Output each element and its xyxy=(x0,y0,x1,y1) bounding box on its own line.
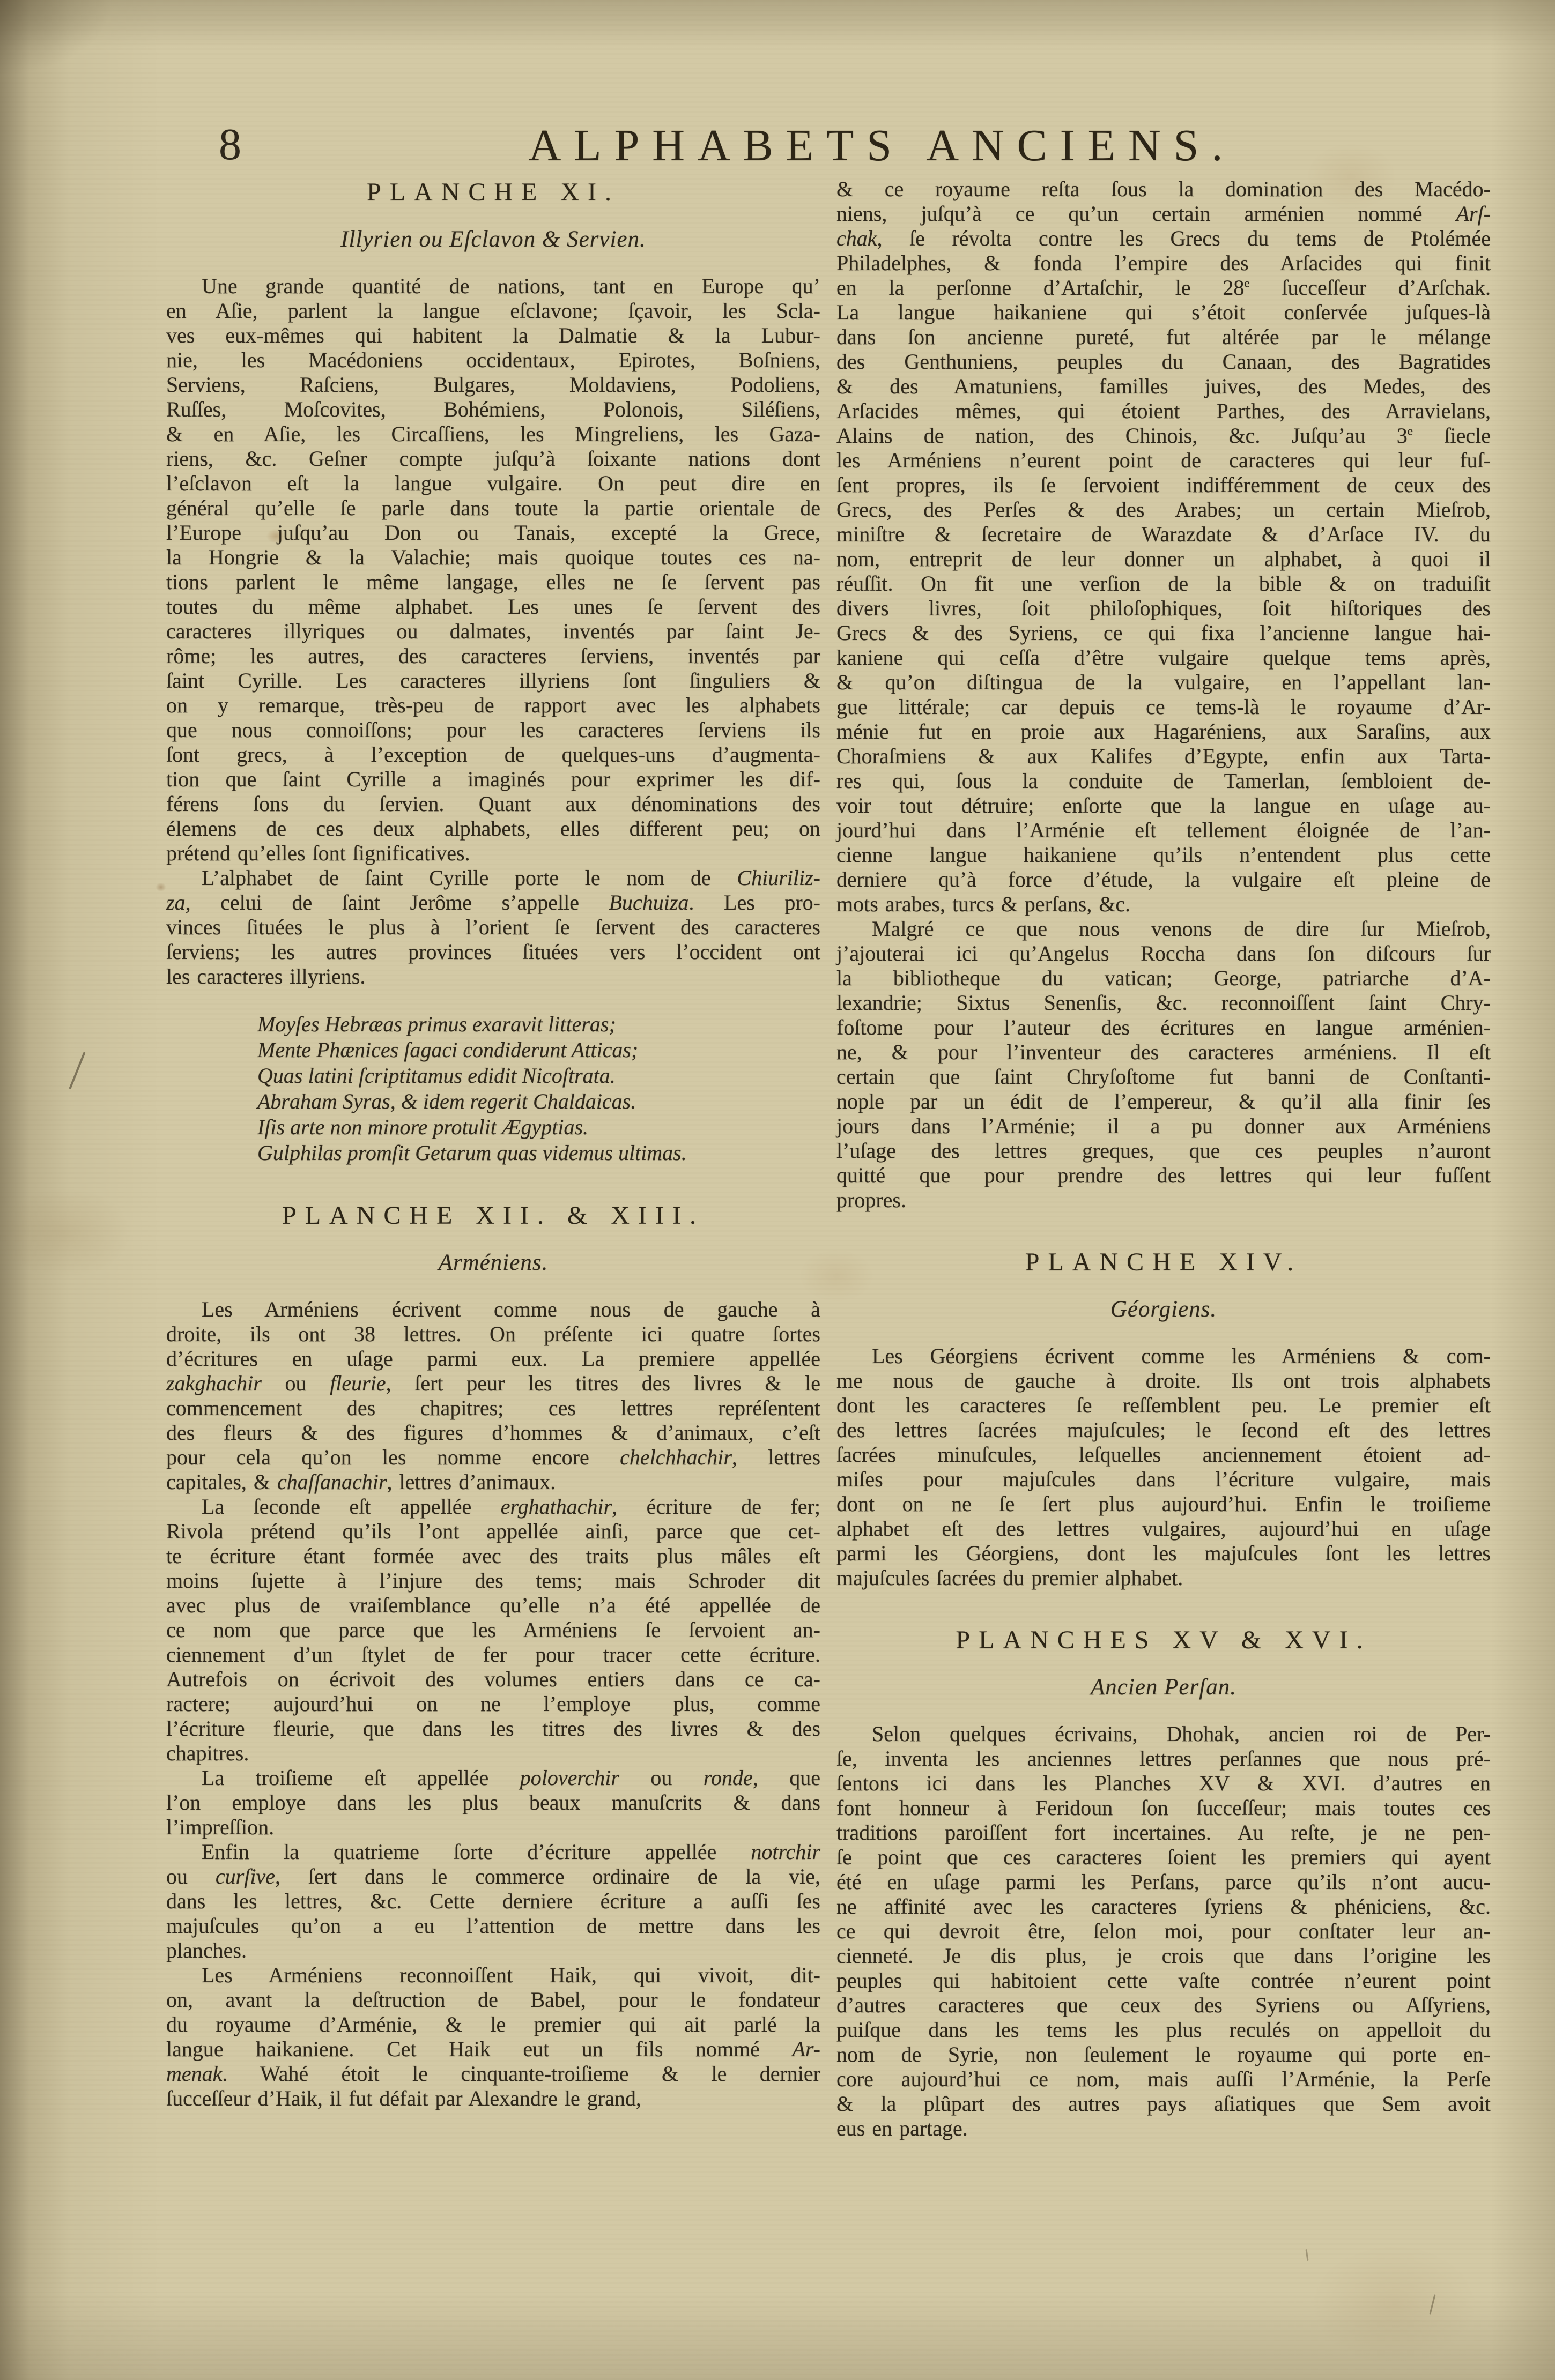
text-line: Iſis arte non minore protulit Ægyptias. xyxy=(257,1115,589,1140)
text-line: que nous connoiſſons; pour les caracteres ſerviens ils xyxy=(166,718,820,742)
text-line: Serviens, Raſciens, Bulgares, Moldaviens, Podoliens, xyxy=(166,373,820,397)
text-line: ſerviens; les autres provinces ſituées vers l’occident ont xyxy=(166,940,820,964)
text-line: ſe point que ces caracteres ſoient les premiers qui ayent xyxy=(836,1845,1491,1870)
text-columns xyxy=(166,177,1491,2141)
text-line: nople par un édit de l’empereur, & qu’il alla finir ſes xyxy=(836,1089,1491,1113)
handwritten-margin-mark xyxy=(69,1052,85,1089)
text-line: ou curſive, ſert dans le commerce ordinaire de la vie, xyxy=(166,1864,820,1889)
text-line: divers livres, ſoit philoſophiques, ſoit hiſtoriques des xyxy=(836,596,1491,620)
text-line: Choraſmiens & aux Kalifes d’Egypte, enfin aux Tarta- xyxy=(836,744,1491,768)
text-line: été en uſage parmi les Perſans, parce qu’ils n’ont aucu- xyxy=(836,1870,1491,1894)
paragraph xyxy=(836,177,1491,917)
text-line: j’ajouterai ici qu’Angelus Roccha dans ſon diſcours ſur xyxy=(836,941,1491,965)
text-line: les Arméniens n’eurent point de caracteres qui leur fuſ- xyxy=(836,448,1491,472)
text-line: Grecs, des Perſes & des Arabes; un certain Mieſrob, xyxy=(836,497,1491,522)
text-line: Abraham Syras, & idem regerit Chaldaicas. xyxy=(257,1089,636,1114)
text-line: réuſſit. On fit une verſion de la bible & on traduiſit xyxy=(836,571,1491,596)
text-line: Arſacides mêmes, qui étoient Parthes, des Arravielans, xyxy=(836,399,1491,423)
text-line: parmi les Géorgiens, dont les majuſcules ſont les lettres xyxy=(836,1541,1491,1566)
text-line: ne, & pour l’inventeur des caracteres arméniens. Il eſt xyxy=(836,1040,1491,1064)
text-line: la bibliotheque du vatican; George, patriarche d’A- xyxy=(836,966,1491,990)
text-line: dont les caracteres ſe reſſemblent peu. Le premier eſt xyxy=(836,1393,1491,1418)
text-line: kaniene qui ceſſa d’être vulgaire quelque tems après, xyxy=(836,645,1491,670)
text-line: l’impreſſion. xyxy=(166,1815,275,1840)
text-line: Gulphilas promſit Getarum quas videmus ultimas. xyxy=(257,1141,687,1165)
text-line: tions parlent le même langage, elles ne ſe ſervent pas xyxy=(166,570,820,594)
text-line: prétend qu’elles ſont ſignificatives. xyxy=(166,841,470,866)
verse-block xyxy=(257,1011,820,1166)
text-line: & ce royaume reſta ſous la domination des Macédo- xyxy=(836,177,1491,201)
text-line: & des Amatuniens, familles juives, des Medes, des xyxy=(836,374,1491,398)
text-line: général qu’elle ſe parle dans toute la partie orientale de xyxy=(166,496,820,520)
text-line: Moyſes Hebræas primus exaravit litteras; xyxy=(257,1012,616,1037)
text-line: l’eſclavon eſt la langue vulgaire. On peut dire en xyxy=(166,471,820,496)
right-column xyxy=(836,177,1491,2141)
text-line: l’on employe dans les plus beaux manuſcrits & dans xyxy=(166,1790,820,1815)
text-line: ractere; aujourd’hui on ne l’employe plus, comme xyxy=(166,1692,820,1716)
text-line: za, celui de ſaint Jerôme s’appelle Buchuiza. Les pro- xyxy=(166,890,820,915)
paragraph xyxy=(166,1840,820,1963)
text-line: La troiſieme eſt appellée poloverchir ou ronde, que xyxy=(202,1766,820,1790)
page-title: ALPHABETS ANCIENS. xyxy=(528,121,1236,170)
text-line: Alains de nation, des Chinois, &c. Juſqu’au 3e ſiecle xyxy=(836,423,1491,448)
text-line: Philadelphes, & fonda l’empire des Arſacides qui finit xyxy=(836,251,1491,275)
page-number: 8 xyxy=(219,120,241,169)
paragraph xyxy=(166,1963,820,2111)
text-line: ménie fut en proie aux Hagaréniens, aux Saraſins, aux xyxy=(836,719,1491,743)
text-line: mots arabes, turcs & perſans, &c. xyxy=(836,892,1131,916)
text-line: en la perſonne d’Artaſchir, le 28e ſucceſſeur d’Arſchak. xyxy=(836,276,1491,300)
section-subheading: Illyrien ou Eſclavon & Servien. xyxy=(340,226,646,252)
text-line: rôme; les autres, des caracteres ſerviens, inventés par xyxy=(166,644,820,668)
text-line: moins ſujette à l’injure des tems; mais Schroder dit xyxy=(166,1568,820,1593)
text-line: pour cela qu’on les nomme encore chelchhachir, lettres xyxy=(166,1445,821,1470)
text-line: nom, entreprit de leur donner un alphabet, à quoi il xyxy=(836,547,1491,571)
text-line: toutes du même alphabet. Les unes ſe ſervent des xyxy=(166,594,820,619)
text-line: dans ſon ancienne pureté, fut altérée par le mélange xyxy=(836,325,1491,349)
text-line: nom de Syrie, non ſeulement le royaume qui porte en- xyxy=(836,2042,1491,2067)
text-line: vinces ſituées le plus à l’orient ſe ſervent des caracteres xyxy=(166,915,820,940)
paragraph xyxy=(166,1494,820,1766)
text-line: Ruſſes, Moſcovites, Bohémiens, Polonois, Siléſiens, xyxy=(166,397,820,422)
text-line: on, avant la deſtruction de Babel, pour le fondateur xyxy=(166,1988,820,2012)
text-line: l’uſage des lettres greques, que ces peuples n’auront xyxy=(836,1139,1491,1163)
paragraph xyxy=(836,1344,1491,1590)
text-line: foſtome pour l’auteur des écritures en langue arménien- xyxy=(836,1015,1491,1039)
text-line: l’écriture fleurie, que dans les titres des livres & des xyxy=(166,1716,820,1741)
text-line: res qui, ſous la conduite de Tamerlan, ſembloient de- xyxy=(836,769,1491,793)
text-line: jours dans l’Arménie; il a pu donner aux Arméniens xyxy=(836,1114,1491,1138)
text-line: L’alphabet de ſaint Cyrille porte le nom de Chiuriliz- xyxy=(202,866,820,890)
text-line: ce qui devroit être, ſelon moi, pour conſtater leur an- xyxy=(836,1919,1491,1944)
paragraph xyxy=(166,1297,820,1494)
text-line: alphabet eſt des lettres vulgaires, aujourd’hui en uſage xyxy=(836,1516,1491,1541)
text-line: ſaint Cyrille. Les caracteres illyriens ſont ſinguliers & xyxy=(166,668,820,693)
text-line: & en Aſie, les Circaſſiens, les Mingreliens, les Gaza- xyxy=(166,422,820,447)
text-line: core aujourd’hui ce nom, mais auſſi l’Arménie, la Perſe xyxy=(836,2067,1491,2092)
section-subheading: Géorgiens. xyxy=(1110,1296,1217,1322)
text-line: majuſcules ſacrées du premier alphabet. xyxy=(836,1566,1183,1590)
text-line: nie, les Macédoniens occidentaux, Epirotes, Boſniens, xyxy=(166,348,820,373)
text-line: ſentons ici dans les Planches XV & XVI. d’autres en xyxy=(836,1771,1491,1796)
text-line: ce nom que parce que les Arméniens ſe ſervoient an- xyxy=(166,1618,820,1642)
text-line: du royaume d’Arménie, & le premier qui ait parlé la xyxy=(166,2012,820,2037)
section-subheading: Arméniens. xyxy=(438,1250,549,1275)
text-line: ſucceſſeur d’Haik, il fut défait par Alexandre le grand, xyxy=(166,2086,641,2111)
text-line: des Genthuniens, peuples du Canaan, des Bagratides xyxy=(836,349,1491,374)
text-line: langue haikaniene. Cet Haik eut un fils nommé Ar- xyxy=(166,2037,820,2062)
text-line: droite, ils ont 38 lettres. On préſente ici quatre ſortes xyxy=(166,1322,820,1347)
text-line: quitté que pour prendre des lettres qui leur fuſſent xyxy=(836,1163,1491,1187)
text-line: lexandrie; Sixtus Senenſis, &c. reconnoiſſent ſaint Chry- xyxy=(836,991,1491,1015)
text-line: d’autres caracteres que ceux des Syriens ou Aſſyriens, xyxy=(836,1993,1491,2018)
text-line: Malgré ce que nous venons de dire ſur Mieſrob, xyxy=(872,917,1491,941)
text-line: riens, &c. Geſner compte juſqu’à ſoixante nations dont xyxy=(166,447,820,471)
text-line: Les Arméniens écrivent comme nous de gauche à xyxy=(202,1297,820,1322)
text-line: Quas latini ſcriptitamus edidit Nicoſtrata. xyxy=(257,1063,616,1088)
text-line: en Aſie, parlent la langue eſclavone; ſçavoir, les Scla- xyxy=(166,299,820,323)
text-line: jourd’hui dans l’Arménie eſt tellement éloignée de l’an- xyxy=(836,818,1491,842)
paragraph xyxy=(166,274,820,866)
text-line: Une grande quantité de nations, tant en Europe qu’ xyxy=(202,274,820,299)
text-line: zakghachir ou fleurie, ſert peur les titres des livres & le xyxy=(166,1371,820,1396)
text-line: on y remarque, très-peu de rapport avec les alphabets xyxy=(166,693,820,718)
text-line: font honneur à Feridoun ſon ſucceſſeur; mais toutes ces xyxy=(836,1796,1491,1820)
text-line: ciennement d’un ſtylet de fer pour tracer cette écriture. xyxy=(166,1642,820,1667)
text-line: certain que ſaint Chryſoſtome fut banni de Conſtanti- xyxy=(836,1065,1491,1089)
text-line: cienne langue haikaniene qu’ils n’entendent plus cette xyxy=(836,843,1491,867)
paragraph xyxy=(166,1766,820,1840)
text-line: Enfin la quatrieme ſorte d’écriture appellée notrchir xyxy=(202,1840,820,1864)
text-line: La langue haikaniene qui s’étoit conſervée juſques-là xyxy=(836,300,1491,324)
text-line: dont on ne ſe ſert plus aujourd’hui. Enfin le troiſieme xyxy=(836,1492,1491,1516)
text-line: & qu’on diſtingua de la vulgaire, en l’appellant lan- xyxy=(836,670,1491,694)
text-line: commencement des chapitres; ces lettres repréſentent xyxy=(166,1396,820,1420)
text-line: gue littérale; car depuis ce tems-là le royaume d’Ar- xyxy=(836,695,1491,719)
text-line: me nous de gauche à droite. Ils ont trois alphabets xyxy=(836,1368,1491,1393)
text-line: puiſque dans les tems les plus reculés on appelloit du xyxy=(836,2018,1491,2042)
text-line: des fleurs & des figures d’hommes & d’animaux, c’eſt xyxy=(166,1420,820,1445)
text-line: des lettres ſacrées majuſcules; le ſecond eſt des lettres xyxy=(836,1418,1491,1442)
text-line: avec plus de vraiſemblance qu’elle n’a été appellée de xyxy=(166,1593,820,1618)
section-heading: PLANCHE XII. & XIII. xyxy=(282,1201,705,1230)
text-line: & la plûpart des autres pays aſiatiques que Sem avoit xyxy=(836,2092,1491,2116)
text-line: tion que ſaint Cyrille a imaginés pour exprimer les dif- xyxy=(166,767,820,792)
text-line: Rivola prétend qu’ils l’ont appellée ainſi, parce que cet- xyxy=(166,1519,820,1544)
text-line: capitales, & chaſſanachir, lettres d’animaux. xyxy=(166,1470,556,1494)
paragraph xyxy=(166,866,820,989)
left-column xyxy=(166,177,820,2141)
text-line: ſe, inventa les anciennes lettres perſannes que nous pré- xyxy=(836,1746,1491,1771)
text-line: traditions paroiſſent fort incertaines. Au reſte, je ne pen- xyxy=(836,1820,1491,1845)
text-line: ſacrées minuſcules, leſquelles anciennement étoient ad- xyxy=(836,1442,1491,1467)
section-heading: PLANCHES XV & XVI. xyxy=(956,1626,1372,1655)
text-line: eus en partage. xyxy=(836,2116,968,2141)
text-line: chapitres. xyxy=(166,1741,249,1766)
text-line: caracteres illyriques ou dalmates, inventés par ſaint Je- xyxy=(166,619,820,644)
text-line: élemens de ces deux alphabets, elles different peu; on xyxy=(166,816,820,841)
text-line: cienneté. Je dis plus, je crois que dans l’origine les xyxy=(836,1944,1491,1968)
text-line: l’Europe juſqu’au Don ou Tanais, excepté la Grece, xyxy=(166,520,820,545)
text-line: miſes pour majuſcules dans l’écriture vulgaire, mais xyxy=(836,1467,1491,1492)
text-line: propres. xyxy=(836,1188,906,1212)
text-line: ſont grecs, à l’exception de quelques-uns d’augmenta- xyxy=(166,742,820,767)
text-line: la Hongrie & la Valachie; mais quoique toutes ces na- xyxy=(166,545,820,570)
paper-fiber-mark xyxy=(1305,2249,1308,2261)
text-line: Autrefois on écrivoit des volumes entiers dans ce ca- xyxy=(166,1667,820,1692)
paper-fiber-mark xyxy=(1429,2294,1435,2315)
text-line: niens, juſqu’à ce qu’un certain arménien nommé Arſ- xyxy=(836,202,1491,226)
text-line: menak. Wahé étoit le cinquante-troiſieme & le dernier xyxy=(166,2062,820,2086)
text-line: d’écritures en uſage parmi eux. La premiere appellée xyxy=(166,1347,820,1371)
paragraph xyxy=(836,1722,1491,2141)
text-line: dans les lettres, &c. Cette derniere écriture a auſſi ſes xyxy=(166,1889,820,1914)
section-heading: PLANCHE XI. xyxy=(367,178,620,206)
text-line: voir tout détruire; enſorte que la langue en uſage au- xyxy=(836,793,1491,817)
text-line: peuples qui habitoient cette vaſte contrée n’eurent point xyxy=(836,1968,1491,1993)
text-line: majuſcules qu’on a eu l’attention de mettre dans les xyxy=(166,1914,820,1938)
text-line: ne affinité avec les caracteres ſyriens & phéniciens, &c. xyxy=(836,1894,1491,1919)
text-line: La ſeconde eſt appellée erghathachir, écriture de fer; xyxy=(202,1494,820,1519)
text-line: planches. xyxy=(166,1938,247,1963)
text-line: Mente Phænices ſagaci condiderunt Atticas; xyxy=(257,1038,639,1062)
text-line: ſent propres, ils ſe ſervoient indifféremment de ceux des xyxy=(836,473,1491,497)
text-line: Les Géorgiens écrivent comme les Arméniens & com- xyxy=(872,1344,1491,1368)
text-line: férens ſons du ſervien. Quant aux dénominations des xyxy=(166,792,820,816)
text-line: Grecs & des Syriens, ce qui fixa l’ancienne langue hai- xyxy=(836,621,1491,645)
section-heading: PLANCHE XIV. xyxy=(1025,1248,1302,1276)
text-line: chak, ſe révolta contre les Grecs du tems de Ptolémée xyxy=(836,226,1491,250)
text-line: Les Arméniens reconnoiſſent Haik, qui vivoit, dit- xyxy=(202,1963,820,1988)
section-subheading: Ancien Perſan. xyxy=(1091,1674,1236,1700)
paragraph xyxy=(836,917,1491,1213)
text-line: derniere qu’à force d’étude, la vulgaire eſt pleine de xyxy=(836,867,1491,891)
text-line: miniſtre & ſecretaire de Warazdate & d’Arſace IV. du xyxy=(836,522,1491,546)
text-line: les caracteres illyriens. xyxy=(166,964,366,989)
text-line: Selon quelques écrivains, Dhohak, ancien roi de Per- xyxy=(872,1722,1491,1746)
text-line: te écriture étant formée avec des traits plus mâles eſt xyxy=(166,1544,820,1568)
text-line: ves eux-mêmes qui habitent la Dalmatie & la Lubur- xyxy=(166,323,820,348)
